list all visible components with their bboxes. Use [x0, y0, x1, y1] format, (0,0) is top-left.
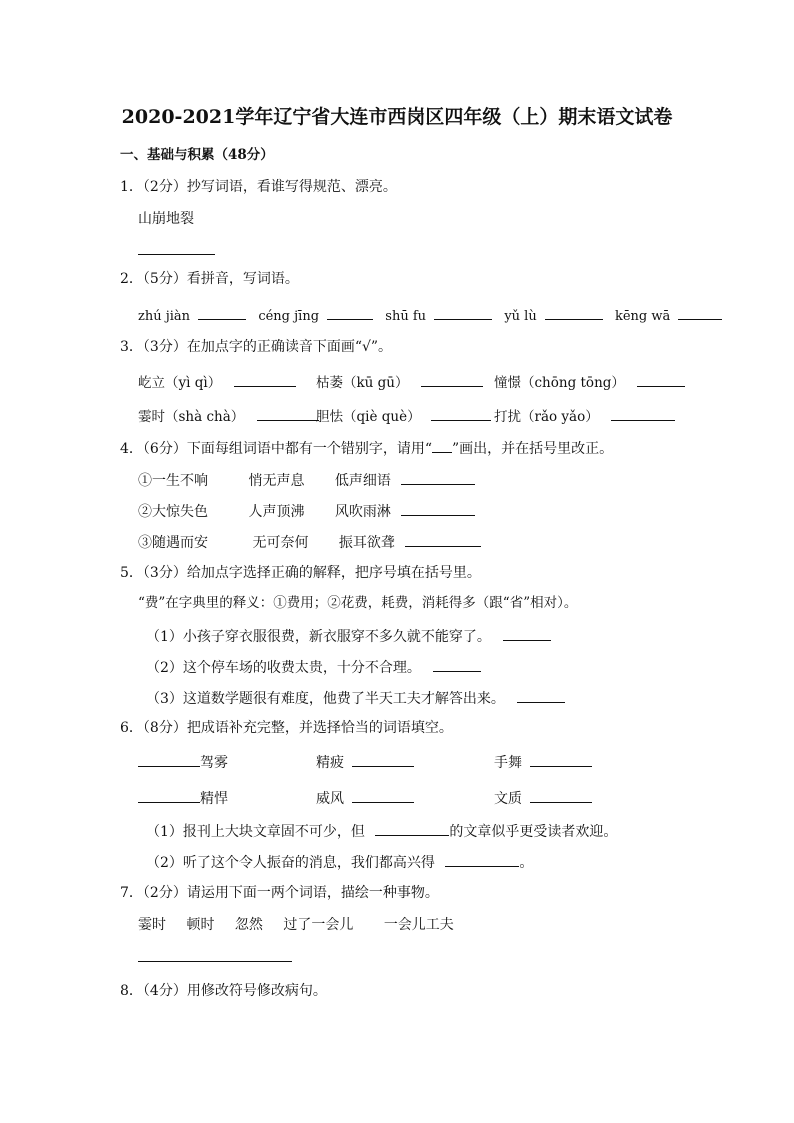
answer-blank[interactable] [327, 305, 373, 320]
q5-sentence: （1）小孩子穿衣服很费，新衣服穿不多久就不能穿了。 [146, 629, 491, 645]
question-6: 6．（8分）把成语补充完整，并选择恰当的词语填空。 [120, 720, 453, 736]
question-4 [120, 440, 613, 458]
pinyin-item: shū fu [385, 309, 427, 324]
idiom-part: 精悍 [200, 791, 228, 807]
underline-sample [432, 442, 452, 453]
question-1: 1．（2分）抄写词语，看谁写得规范、漂亮。 [120, 179, 397, 195]
answer-blank[interactable] [503, 626, 551, 641]
question-5: 5．（3分）给加点字选择正确的解释，把序号填在括号里。 [120, 565, 481, 581]
answer-blank[interactable] [431, 406, 491, 421]
answer-blank[interactable] [445, 852, 519, 867]
q6-sentence-2 [146, 852, 533, 872]
reading-item: 打扰（rǎo yǎo） [494, 409, 599, 425]
answer-blank[interactable] [678, 305, 722, 320]
idiom-part: 精疲 [316, 755, 344, 771]
q4-stem-a: 4．（6分）下面每组词语中都有一个错别字，请用“ [120, 441, 432, 457]
q1-answer-blank[interactable] [138, 240, 215, 260]
q5-item-1 [146, 626, 551, 646]
q4-stem-b: ”画出，并在括号里改正。 [451, 441, 614, 457]
sentence-part: （1）报刊上大块文章固不可少，但 [146, 824, 365, 840]
word: ②大惊失色 [138, 504, 208, 520]
answer-blank[interactable] [401, 501, 475, 516]
pinyin-item: yǔ lù [504, 309, 537, 324]
word: 悄无声息 [248, 473, 305, 489]
answer-blank[interactable] [530, 788, 592, 803]
q4-row-1 [138, 470, 475, 490]
q6-item [494, 752, 592, 772]
section-heading: 一、基础与积累（48分） [120, 147, 274, 163]
answer-blank[interactable] [405, 532, 481, 547]
sentence-part: 的文章似乎更受读者欢迎。 [449, 824, 618, 840]
answer-blank[interactable] [352, 788, 414, 803]
reading-item: 憧憬（chōng tōng） [494, 375, 625, 391]
word: 人声顶沸 [248, 504, 305, 520]
word: 顿时 [186, 917, 215, 933]
q2-pinyin-row [138, 305, 722, 326]
q6-item [138, 788, 228, 808]
answer-blank[interactable] [401, 470, 475, 485]
word: 振耳欲聋 [338, 535, 395, 551]
q3-row-1b [316, 372, 483, 392]
q4-row-2 [138, 501, 475, 521]
q6-item [138, 752, 228, 772]
answer-blank[interactable] [434, 305, 492, 320]
answer-blank[interactable] [138, 788, 200, 803]
question-8: 8．（4分）用修改符号修改病句。 [120, 983, 327, 999]
answer-blank[interactable] [198, 305, 246, 320]
q3-row-2b [316, 406, 491, 426]
q5-sentence: （3）这道数学题很有难度，他费了半天工夫才解答出来。 [146, 691, 505, 707]
reading-item: 枯萎（kū gū） [316, 375, 409, 391]
reading-item: 胆怯（qiè què） [316, 409, 421, 425]
answer-blank[interactable] [234, 372, 296, 387]
q1-word: 山崩地裂 [138, 211, 194, 227]
question-7: 7．（2分）请运用下面一两个词语，描绘一种事物。 [120, 885, 439, 901]
pinyin-item: kēng wā [614, 309, 671, 324]
q3-row-1c [494, 372, 685, 392]
page-title: 2020-2021学年辽宁省大连市西岗区四年级（上）期末语文试卷 [121, 106, 673, 128]
answer-blank[interactable] [375, 821, 449, 836]
question-3: 3．（3分）在加点字的正确读音下面画“√”。 [120, 339, 393, 355]
q6-sentence-1 [146, 821, 617, 841]
sentence-part: 。 [519, 855, 534, 871]
answer-blank[interactable] [352, 752, 414, 767]
q5-item-2 [146, 657, 481, 677]
answer-blank[interactable] [138, 752, 200, 767]
reading-item: 霎时（shà chà） [138, 409, 245, 425]
word: 无可奈何 [252, 535, 309, 551]
answer-blank[interactable] [530, 752, 592, 767]
idiom-part: 驾雾 [200, 755, 228, 771]
answer-blank[interactable] [545, 305, 603, 320]
word: 一会儿工夫 [383, 917, 454, 933]
q3-row-2 [138, 406, 319, 426]
q5-item-3 [146, 688, 565, 708]
answer-blank[interactable] [257, 406, 319, 421]
idiom-part: 文质 [494, 791, 522, 807]
pinyin-item: zhú jiàn [138, 309, 191, 324]
word: 过了一会儿 [283, 917, 354, 933]
word: 霎时 [138, 917, 166, 933]
idiom-part: 手舞 [494, 755, 522, 771]
answer-blank[interactable] [637, 372, 685, 387]
q7-words [138, 916, 454, 934]
answer-blank[interactable] [433, 657, 481, 672]
word: ①一生不响 [138, 473, 208, 489]
q6-item [316, 752, 414, 772]
q5-sentence: （2）这个停车场的收费太贵，十分不合理。 [146, 660, 421, 676]
q6-item [494, 788, 592, 808]
q7-answer-blank[interactable] [138, 947, 292, 967]
answer-blank[interactable] [517, 688, 565, 703]
q4-row-3 [138, 532, 481, 552]
q6-item [316, 788, 414, 808]
answer-blank[interactable] [421, 372, 483, 387]
word: 忽然 [234, 917, 263, 933]
pinyin-item: céng jīng [258, 309, 320, 324]
idiom-part: 威风 [316, 791, 344, 807]
answer-blank[interactable] [611, 406, 675, 421]
q3-row-2c [494, 406, 675, 426]
word: 风吹雨淋 [334, 504, 391, 520]
sentence-part: （2）听了这个令人振奋的消息，我们都高兴得 [146, 855, 435, 871]
q3-row-1 [138, 372, 296, 392]
question-2: 2．（5分）看拼音，写词语。 [120, 271, 299, 287]
reading-item: 屹立（yì qì） [138, 375, 222, 391]
q5-definition: “费”在字典里的释义：①费用；②花费，耗费，消耗得多（跟“省”相对）。 [138, 595, 578, 611]
word: 低声细语 [334, 473, 391, 489]
word: ③随遇而安 [138, 535, 208, 551]
